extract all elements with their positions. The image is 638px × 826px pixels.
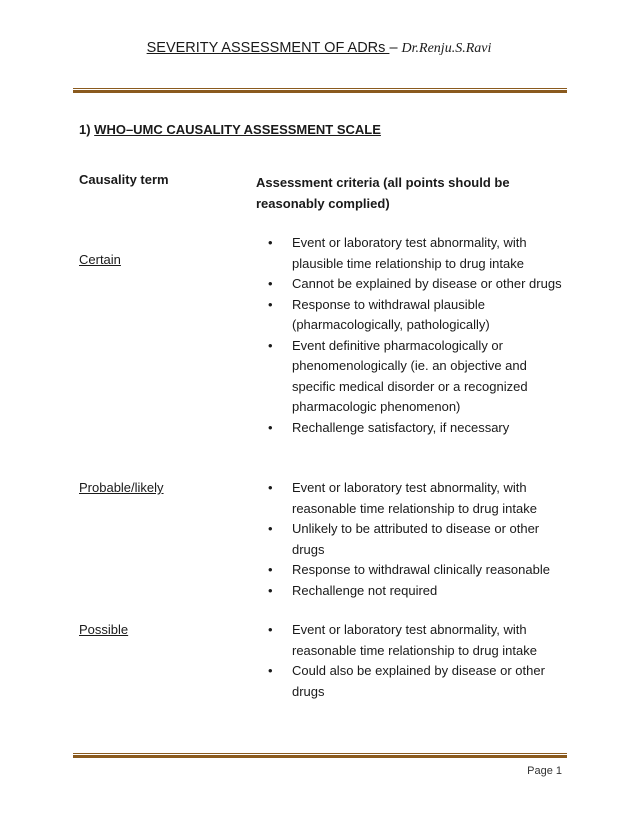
list-item: • Response to withdrawal plausible (pharmacologically, pathologically) bbox=[268, 296, 490, 332]
bullet-icon: • bbox=[268, 276, 273, 291]
section-title: WHO–UMC CAUSALITY ASSESSMENT SCALE bbox=[94, 122, 381, 137]
list-item: • Unlikely to be attributed to disease or other drugs bbox=[268, 521, 540, 557]
list-item: • Event definitive pharmacologically or phenomenologically (ie. an objective and specific medical disorder or a recognized pharmacologic phenomenon) bbox=[268, 337, 528, 414]
criteria-list-probable bbox=[268, 478, 564, 601]
list-item: • Cannot be explained by disease or other drugs bbox=[268, 274, 564, 295]
bullet-icon: • bbox=[268, 337, 273, 353]
section-number: 1) bbox=[79, 122, 95, 137]
bullet-icon: • bbox=[268, 521, 273, 536]
bullet-icon: • bbox=[268, 480, 273, 495]
page-header-title bbox=[0, 40, 638, 57]
criteria-list-possible bbox=[268, 620, 564, 702]
list-item: • Event or laboratory test abnormality, with plausible time relationship to drug intake bbox=[268, 235, 527, 271]
header-rule bbox=[73, 88, 567, 93]
term-certain: Certain bbox=[79, 252, 121, 267]
section-heading bbox=[79, 122, 381, 137]
page-number: Page 1 bbox=[527, 765, 562, 777]
bullet-icon: • bbox=[268, 622, 273, 637]
document-title: SEVERITY ASSESSMENT OF ADRs bbox=[146, 40, 390, 56]
list-item: • Rechallenge satisfactory, if necessary bbox=[268, 418, 564, 439]
term-possible: Possible bbox=[79, 622, 129, 637]
bullet-icon: • bbox=[268, 419, 273, 435]
list-item: • Event or laboratory test abnormality, with reasonable time relationship to drug intake bbox=[268, 480, 537, 516]
title-dash: – bbox=[389, 40, 402, 56]
footer-rule bbox=[73, 753, 567, 758]
term-probable: Probable/likely bbox=[79, 480, 164, 495]
list-item: • Response to withdrawal clinically reasonable bbox=[268, 560, 564, 581]
criteria-list-certain bbox=[268, 233, 564, 438]
bullet-icon: • bbox=[268, 582, 273, 598]
bullet-icon: • bbox=[268, 235, 273, 250]
bullet-icon: • bbox=[268, 562, 273, 577]
column-header-term: Causality term bbox=[79, 172, 169, 187]
bullet-icon: • bbox=[268, 296, 273, 312]
list-item: • Event or laboratory test abnormality, with reasonable time relationship to drug intake bbox=[268, 622, 537, 658]
column-header-criteria: Assessment criteria (all points should be reasonably complied) bbox=[256, 175, 510, 211]
list-item: • Rechallenge not required bbox=[268, 581, 564, 602]
list-item: • Could also be explained by disease or other drugs bbox=[268, 663, 545, 699]
author-name: Dr.Renju.S.Ravi bbox=[401, 41, 492, 56]
bullet-icon: • bbox=[268, 663, 273, 678]
